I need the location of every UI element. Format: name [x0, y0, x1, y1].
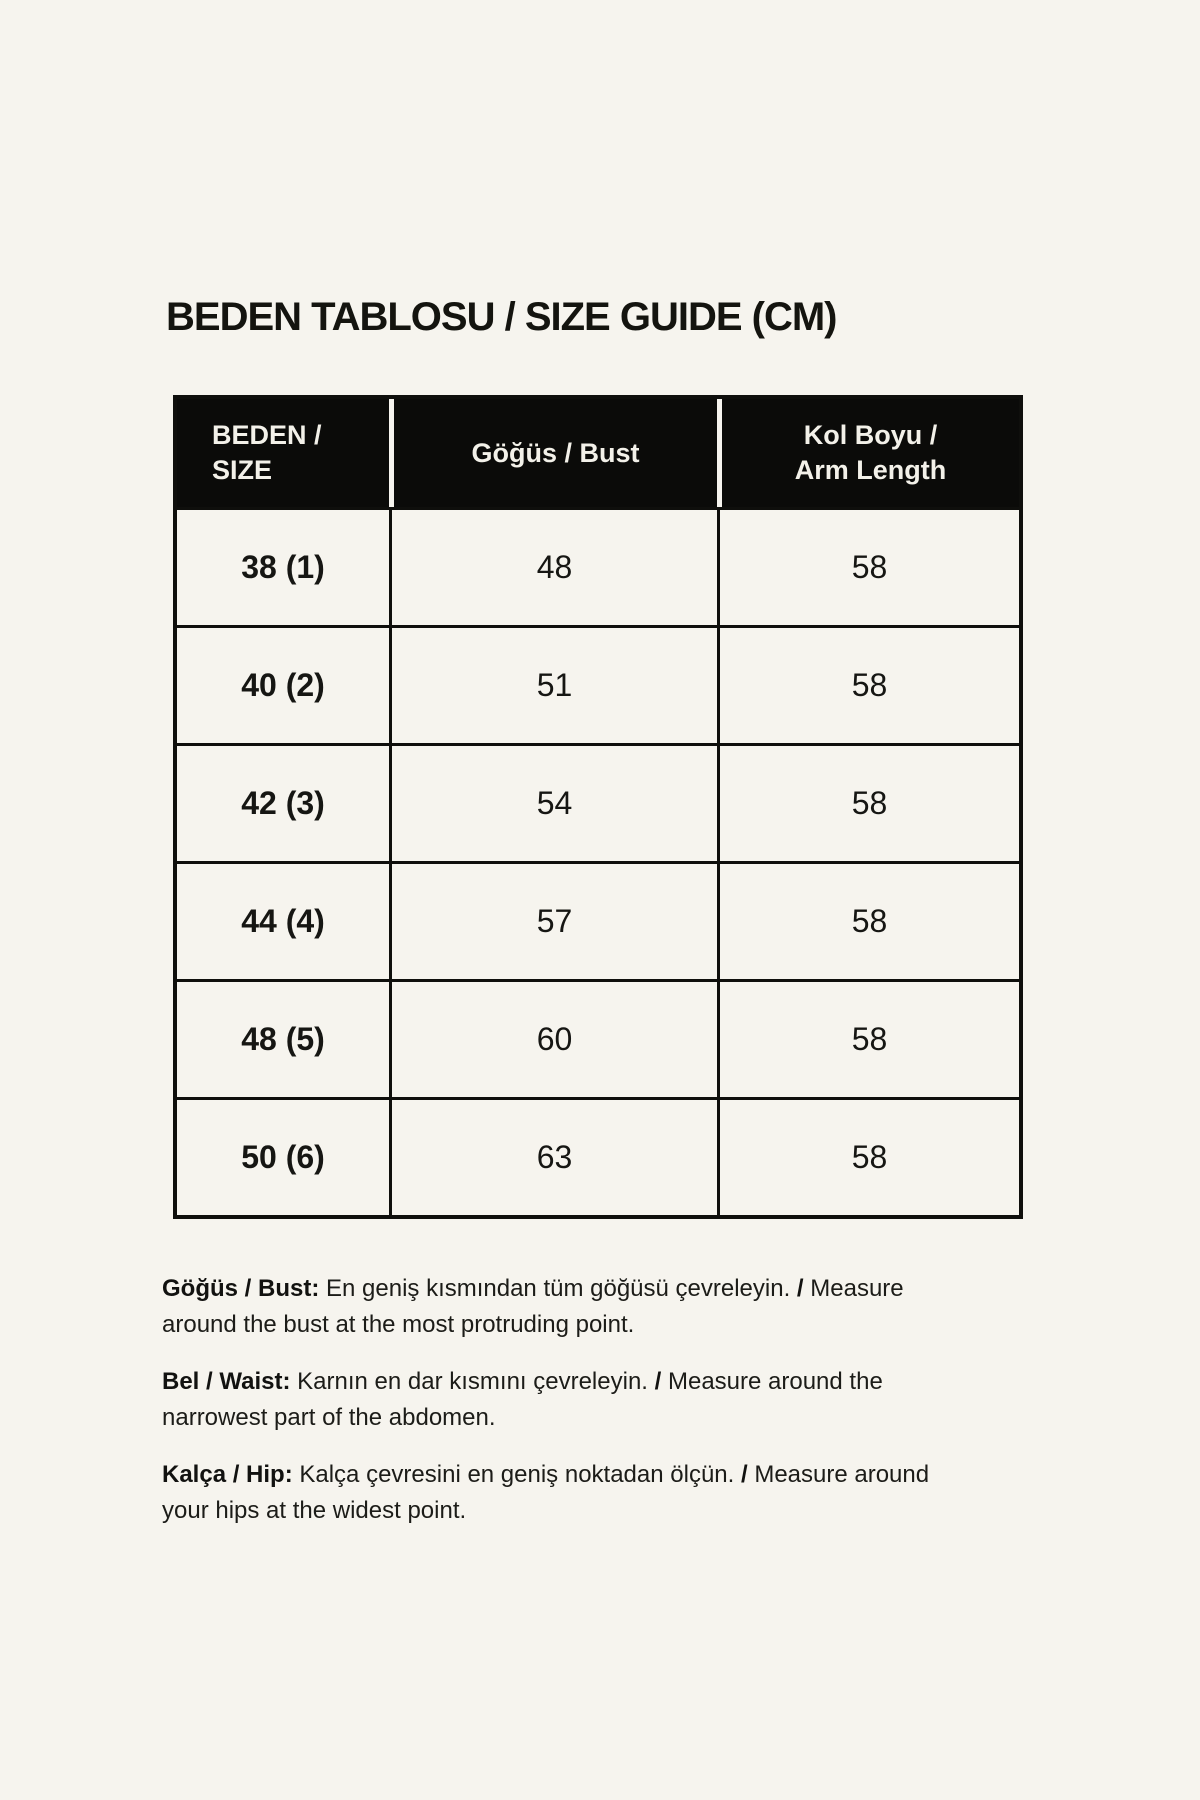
note-text: En geniş kısmından tüm göğüsü çevreleyin.	[319, 1275, 797, 1302]
note-text: Measure	[803, 1275, 904, 1302]
cell-bust: 57	[389, 864, 717, 979]
cell-bust: 54	[389, 746, 717, 861]
note-text: your hips at the widest point.	[162, 1497, 467, 1524]
table-row	[177, 743, 1019, 861]
note-text: Measure around	[747, 1461, 930, 1488]
cell-bust: 60	[389, 982, 717, 1097]
header-arm-line1: Kol Boyu /	[803, 420, 938, 450]
table-header-row	[177, 399, 1019, 507]
measurement-notes	[162, 1271, 1042, 1550]
header-arm-line2: Arm Length	[794, 455, 947, 485]
table-row	[177, 1097, 1019, 1215]
note-label: Bel / Waist:	[162, 1368, 291, 1395]
table-row	[177, 861, 1019, 979]
size-table	[173, 395, 1023, 1219]
table-body	[177, 507, 1019, 1215]
cell-arm-length: 58	[717, 628, 1019, 743]
cell-arm-length: 58	[717, 1100, 1019, 1215]
header-size-line1: BEDEN /	[212, 420, 322, 450]
cell-arm-length: 58	[717, 982, 1019, 1097]
note-text: Measure around the	[661, 1368, 883, 1395]
cell-size: 42 (3)	[241, 785, 325, 821]
cell-bust: 63	[389, 1100, 717, 1215]
cell-size: 48 (5)	[241, 1021, 325, 1057]
cell-size: 40 (2)	[241, 667, 325, 703]
note-text: Kalça çevresini en geniş noktadan ölçün.	[292, 1461, 741, 1488]
header-cell-size	[177, 399, 389, 507]
note-paragraph	[162, 1457, 1042, 1529]
note-label: Kalça / Hip:	[162, 1461, 293, 1488]
header-cell-arm-length	[717, 399, 1019, 507]
note-label: /	[654, 1368, 662, 1395]
note-text: narrowest part of the abdomen.	[162, 1404, 496, 1431]
note-paragraph	[162, 1364, 1042, 1436]
cell-size: 50 (6)	[241, 1139, 325, 1175]
table-row	[177, 507, 1019, 625]
cell-arm-length: 58	[717, 510, 1019, 625]
note-text: Karnın en dar kısmını çevreleyin.	[290, 1368, 655, 1395]
table-row	[177, 625, 1019, 743]
header-size-line2: SIZE	[212, 455, 273, 485]
header-cell-bust	[389, 399, 717, 507]
note-label: /	[796, 1275, 804, 1302]
cell-size: 38 (1)	[241, 549, 325, 585]
note-paragraph	[162, 1271, 1042, 1343]
cell-arm-length: 58	[717, 864, 1019, 979]
note-label: Göğüs / Bust:	[162, 1275, 320, 1302]
header-bust-label: Göğüs / Bust	[471, 437, 640, 468]
page-title: BEDEN TABLOSU / SIZE GUIDE (CM)	[166, 295, 837, 339]
cell-size: 44 (4)	[241, 903, 325, 939]
cell-bust: 51	[389, 628, 717, 743]
cell-arm-length: 58	[717, 746, 1019, 861]
cell-bust: 48	[389, 510, 717, 625]
note-label: /	[740, 1461, 748, 1488]
table-row	[177, 979, 1019, 1097]
note-text: around the bust at the most protruding point.	[162, 1311, 635, 1338]
